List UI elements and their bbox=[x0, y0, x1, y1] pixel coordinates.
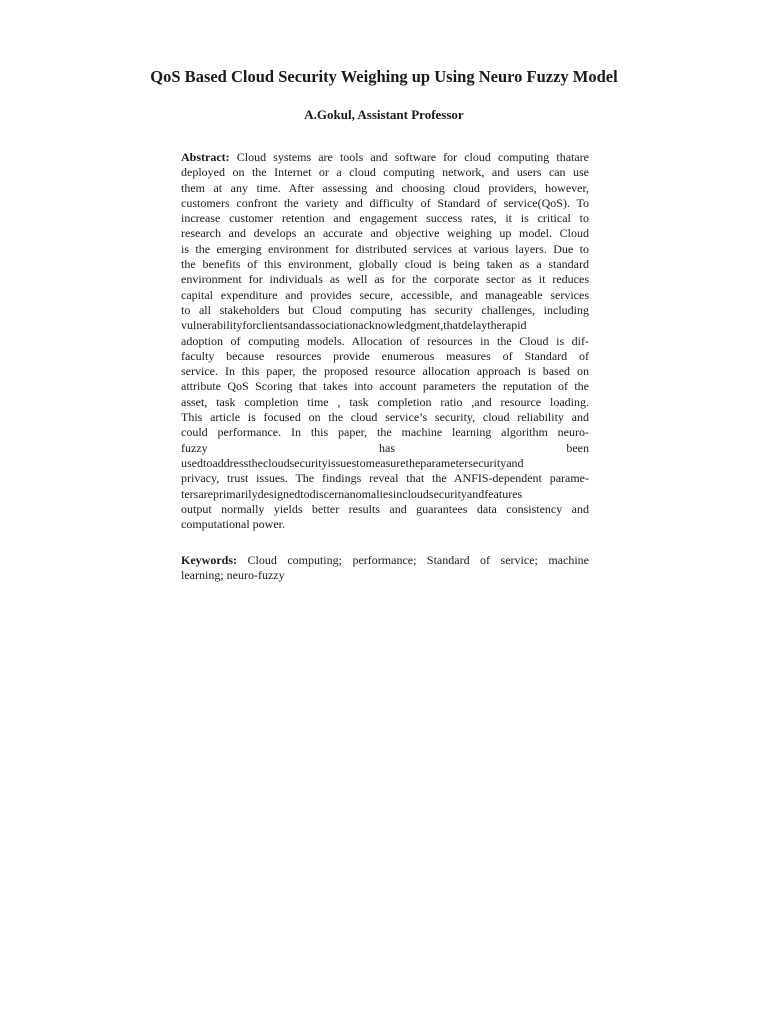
abstract-line: asset, task completion time , task completion ratio ,and resource loading. bbox=[181, 394, 589, 409]
paper-title: QoS Based Cloud Security Weighing up Using Neuro Fuzzy Model bbox=[150, 67, 618, 86]
abstract-line: fuzzy has been bbox=[181, 440, 589, 455]
abstract-line: computational power. bbox=[181, 517, 285, 532]
abstract-line: research and develops an accurate and objective weighing up model. Cloud bbox=[181, 226, 589, 241]
abstract-line: tersareprimarilydesignedtodiscernanomaliesincloudsecurityandfeatures bbox=[181, 486, 523, 501]
abstract-line: This article is focused on the cloud service’s security, cloud reliability and bbox=[181, 410, 589, 425]
abstract-line bbox=[181, 150, 589, 165]
keywords-line bbox=[181, 553, 589, 568]
keywords-label: Keywords: bbox=[181, 553, 237, 567]
keywords-line-text: Cloud computing; performance; Standard of service; machine bbox=[237, 553, 589, 567]
abstract-line: customers confront the variety and difficulty of Standard of service(QoS). To bbox=[181, 195, 589, 210]
abstract-line: service. In this paper, the proposed resource allocation approach is based on bbox=[181, 364, 589, 379]
abstract-line: output normally yields better results and guarantees data consistency and bbox=[181, 501, 589, 516]
abstract-line: vulnerabilityforclientsandassociationacknowledgment,thatdelaytherapid bbox=[181, 318, 527, 333]
abstract-line: capital expenditure and provides secure, accessible, and manageable services bbox=[181, 287, 589, 302]
abstract-line: increase customer retention and engagement success rates, it is critical to bbox=[181, 211, 589, 226]
paper-author: A.Gokul, Assistant Professor bbox=[304, 107, 464, 122]
abstract-line: adoption of computing models. Allocation of resources in the Cloud is dif- bbox=[181, 333, 589, 348]
abstract-line: is the emerging environment for distributed services at various layers. Due to bbox=[181, 241, 589, 256]
keywords-section bbox=[181, 553, 589, 584]
abstract-line: faculty because resources provide enumerous measures of Standard of bbox=[181, 348, 589, 363]
abstract-line-text: Cloud systems are tools and software for cloud computing thatare bbox=[229, 150, 589, 164]
abstract-line: usedtoaddressthecloudsecurityissuestomeasuretheparametersecurityand bbox=[181, 455, 524, 470]
abstract-line: to all stakeholders but Cloud computing has security challenges, including bbox=[181, 302, 589, 317]
abstract-line: them at any time. After assessing and choosing cloud providers, however, bbox=[181, 180, 589, 195]
abstract-section bbox=[181, 150, 589, 532]
abstract-line: attribute QoS Scoring that takes into account parameters the reputation of the bbox=[181, 379, 589, 394]
abstract-line: the benefits of this environment, globally cloud is being taken as a standard bbox=[181, 257, 589, 272]
abstract-line: could performance. In this paper, the machine learning algorithm neuro- bbox=[181, 425, 589, 440]
abstract-line: privacy, trust issues. The findings reveal that the ANFIS-dependent parame- bbox=[181, 471, 589, 486]
abstract-label: Abstract: bbox=[181, 150, 230, 164]
abstract-line: environment for individuals as well as for the corporate sector as it reduces bbox=[181, 272, 589, 287]
keywords-line: learning; neuro-fuzzy bbox=[181, 568, 285, 583]
abstract-line: deployed on the Internet or a cloud computing network, and users can use bbox=[181, 165, 589, 180]
